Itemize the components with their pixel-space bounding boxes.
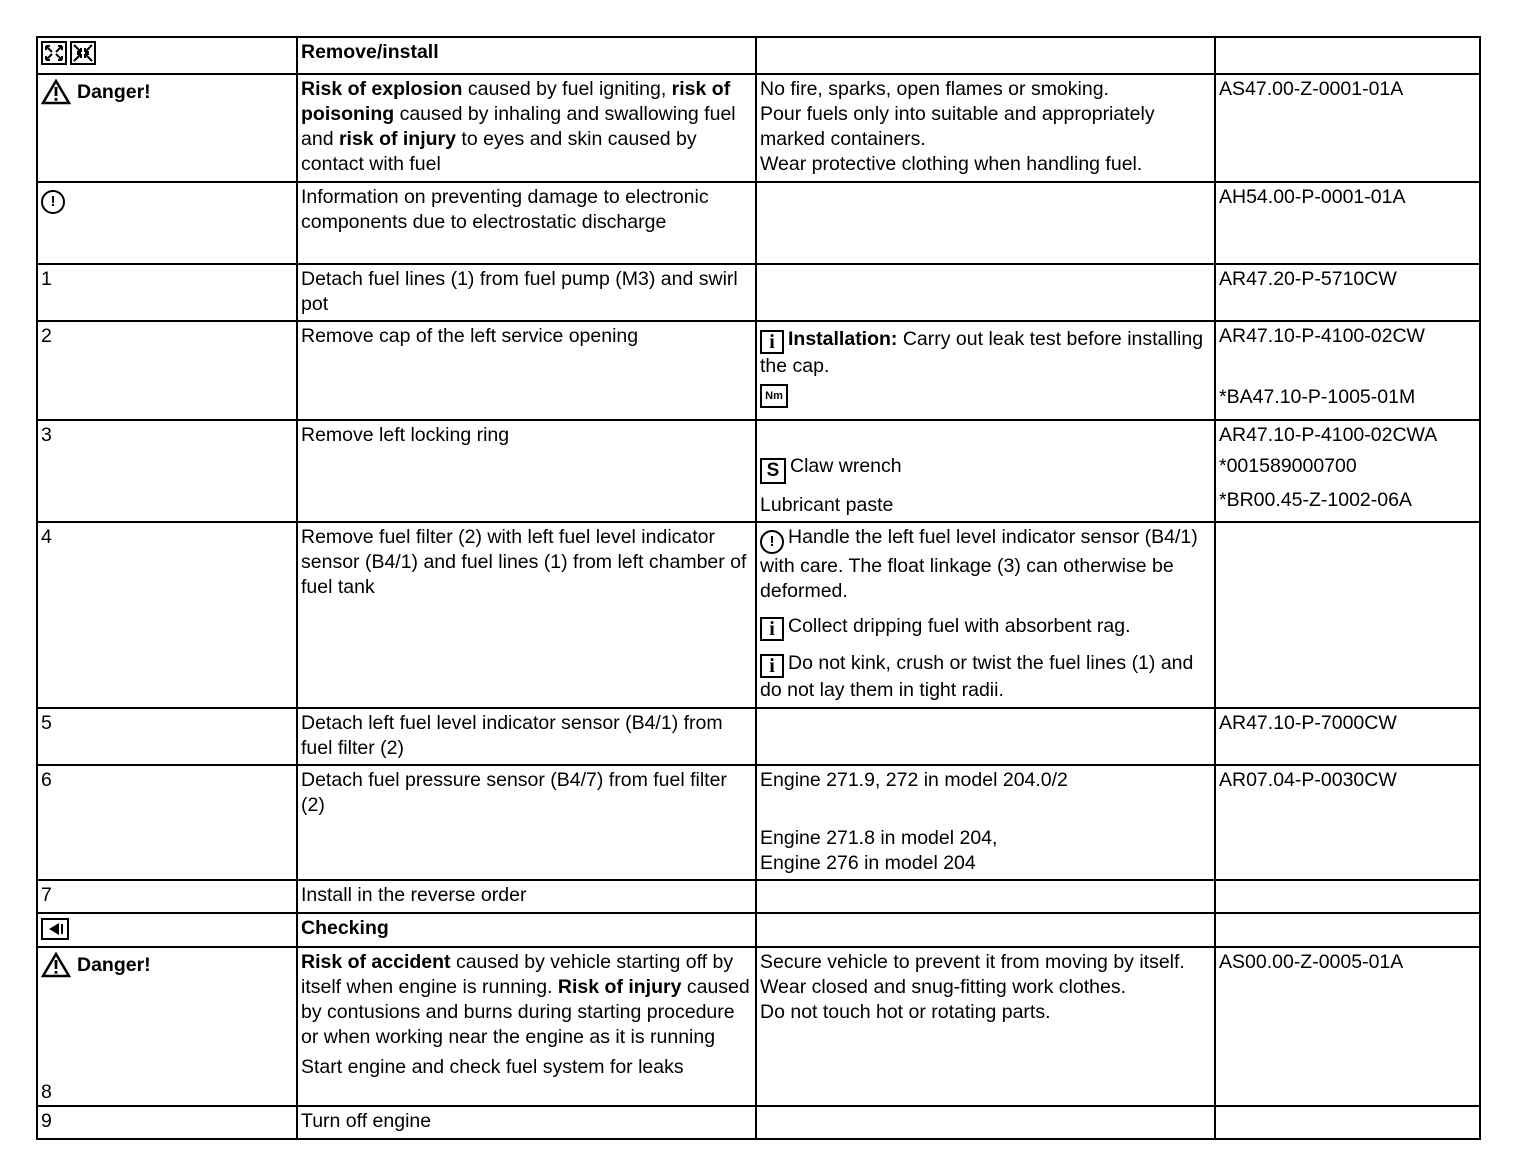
table-row <box>37 880 1480 913</box>
risk-accident: Risk of accident <box>301 951 451 973</box>
empty-cell <box>1215 913 1480 947</box>
reference-link[interactable]: AR07.04-P-0030CW <box>1215 765 1480 880</box>
measure-line: Do not touch hot or rotating parts. <box>760 1001 1051 1023</box>
measure-line: Pour fuels only into suitable and appropriately marked containers. <box>760 103 1155 150</box>
step-number: 7 <box>37 880 297 913</box>
measure-line: Wear closed and snug-fitting work clothes. <box>760 976 1126 998</box>
note-text: Do not kink, crush or twist the fuel lines (1) and do not lay them in tight radii. <box>760 652 1194 701</box>
installation-text: Carry out leak test before installing the cap. <box>760 328 1204 377</box>
reference-link[interactable]: AS47.00-Z-0001-01A <box>1215 74 1480 182</box>
reference-cell <box>1215 420 1480 522</box>
note-text: Handle the left fuel level indicator sensor (B4/1) with care. The float linkage (3) can otherwise be deformed. <box>760 526 1198 602</box>
table-row <box>37 765 1480 880</box>
engine-note: Engine 271.9, 272 in model 204.0/2 <box>760 769 1068 791</box>
procedure-table <box>36 36 1481 1140</box>
step-number: 4 <box>37 522 297 708</box>
step-text: Remove fuel filter (2) with left fuel level indicator sensor (B4/1) and fuel lines (1) from left chamber of fuel tank <box>297 522 756 708</box>
empty-cell <box>756 913 1215 947</box>
step-number: 6 <box>37 765 297 880</box>
table-row <box>37 420 1480 522</box>
risk-injury: risk of injury <box>338 128 456 150</box>
risk-text: caused by contusions and burns during starting procedure or when working near the engine as it is running <box>301 976 750 1048</box>
danger-cell <box>37 947 297 1106</box>
reference-link[interactable]: *BA47.10-P-1005-01M <box>1219 386 1416 408</box>
section-title-checking: Checking <box>297 913 756 947</box>
table-row-checking <box>37 913 1480 947</box>
measure-line: No fire, sparks, open flames or smoking. <box>760 78 1109 100</box>
warning-triangle-icon <box>41 952 71 978</box>
table-row <box>37 1106 1480 1139</box>
danger-description <box>297 947 756 1106</box>
reference-cell <box>1215 321 1480 420</box>
risk-text: caused by fuel igniting, <box>462 78 672 100</box>
esd-icon-cell <box>37 182 297 264</box>
risk-text: to eyes and skin caused by contact with fuel <box>301 128 697 175</box>
torque-icon[interactable]: Nm <box>760 384 788 408</box>
step-number: 8 <box>41 1081 52 1103</box>
table-row <box>37 264 1480 321</box>
table-row-esd <box>37 182 1480 264</box>
step-notes <box>756 522 1215 708</box>
empty-cell <box>1215 522 1480 708</box>
step-text: Remove cap of the left service opening <box>297 321 756 420</box>
step-text: Detach left fuel level indicator sensor (B4/1) from fuel filter (2) <box>297 708 756 765</box>
risk-poisoning: risk of poisoning <box>301 78 731 125</box>
risk-injury: Risk of injury <box>557 976 682 998</box>
warning-triangle-icon <box>41 79 71 105</box>
measure-line: Secure vehicle to prevent it from moving by itself. <box>760 951 1185 973</box>
info-icon: i <box>760 617 784 641</box>
danger-label <box>41 952 151 978</box>
danger-measures <box>756 947 1215 1106</box>
empty-cell <box>756 1106 1215 1139</box>
danger-measures <box>756 74 1215 182</box>
empty-cell <box>1215 880 1480 913</box>
reference-link[interactable]: *BR00.45-Z-1002-06A <box>1219 489 1412 511</box>
reference-link[interactable]: AR47.10-P-7000CW <box>1215 708 1480 765</box>
risk-text: caused by vehicle starting off by itself when engine is running. <box>301 951 734 998</box>
risk-text: caused by inhaling and swallowing fuel and <box>301 103 736 150</box>
reference-link[interactable]: AR47.10-P-4100-02CW <box>1219 325 1425 347</box>
step-text: Remove left locking ring <box>297 420 756 522</box>
tool-name: Claw wrench <box>790 455 902 477</box>
measure-line: Wear protective clothing when handling fuel. <box>760 153 1143 175</box>
empty-cell <box>756 264 1215 321</box>
note-text: Collect dripping fuel with absorbent rag. <box>788 615 1131 637</box>
remove-install-icons <box>37 37 297 74</box>
danger-text: Danger! <box>77 80 151 103</box>
checking-icon <box>41 918 69 940</box>
danger-description <box>297 74 756 182</box>
info-icon: i <box>760 330 784 354</box>
step-text: Install in the reverse order <box>297 880 756 913</box>
section-title-remove-install: Remove/install <box>297 37 756 74</box>
step-text: Start engine and check fuel system for leaks <box>301 1056 684 1078</box>
step-text: Detach fuel lines (1) from fuel pump (M3) and swirl pot <box>297 264 756 321</box>
engine-note: Engine 271.8 in model 204, <box>760 827 998 849</box>
empty-cell <box>1215 1106 1480 1139</box>
reference-link[interactable]: AH54.00-P-0001-01A <box>1215 182 1480 264</box>
step-number: 9 <box>37 1106 297 1139</box>
checking-icon-cell <box>37 913 297 947</box>
engine-note: Engine 276 in model 204 <box>760 852 976 874</box>
table-row-remove-install <box>37 37 1480 74</box>
empty-cell <box>1215 37 1480 74</box>
table-row-danger-accident <box>37 947 1480 1106</box>
remove-icon <box>41 41 67 65</box>
esd-icon: ! <box>41 190 65 214</box>
empty-cell <box>756 708 1215 765</box>
step-notes <box>756 321 1215 420</box>
step-number: 3 <box>37 420 297 522</box>
step-number: 1 <box>37 264 297 321</box>
step-text: Turn off engine <box>297 1106 756 1139</box>
reference-link[interactable]: *001589000700 <box>1219 455 1357 477</box>
step-notes <box>756 765 1215 880</box>
table-row-danger-fuel <box>37 74 1480 182</box>
reference-link[interactable]: AR47.10-P-4100-02CWA <box>1219 424 1438 446</box>
reference-link[interactable]: AR47.20-P-5710CW <box>1215 264 1480 321</box>
lubricant-text: Lubricant paste <box>760 494 894 516</box>
danger-text: Danger! <box>77 953 151 976</box>
reference-link[interactable]: AS00.00-Z-0005-01A <box>1215 947 1480 1106</box>
install-icon <box>70 41 96 65</box>
step-number: 2 <box>37 321 297 420</box>
risk-explosion: Risk of explosion <box>301 78 463 100</box>
esd-text: Information on preventing damage to electronic components due to electrostatic discharge <box>297 182 756 264</box>
installation-label: Installation: <box>788 328 898 350</box>
empty-cell <box>756 880 1215 913</box>
danger-cell <box>37 74 297 182</box>
step-number: 5 <box>37 708 297 765</box>
step-text: Detach fuel pressure sensor (B4/7) from fuel filter (2) <box>297 765 756 880</box>
empty-cell <box>756 37 1215 74</box>
table-row <box>37 522 1480 708</box>
step-notes <box>756 420 1215 522</box>
esd-icon: ! <box>760 530 784 554</box>
table-row <box>37 708 1480 765</box>
empty-cell <box>756 182 1215 264</box>
table-row <box>37 321 1480 420</box>
info-icon: i <box>760 654 784 678</box>
special-tool-icon: S <box>760 458 786 484</box>
danger-label <box>41 79 151 105</box>
